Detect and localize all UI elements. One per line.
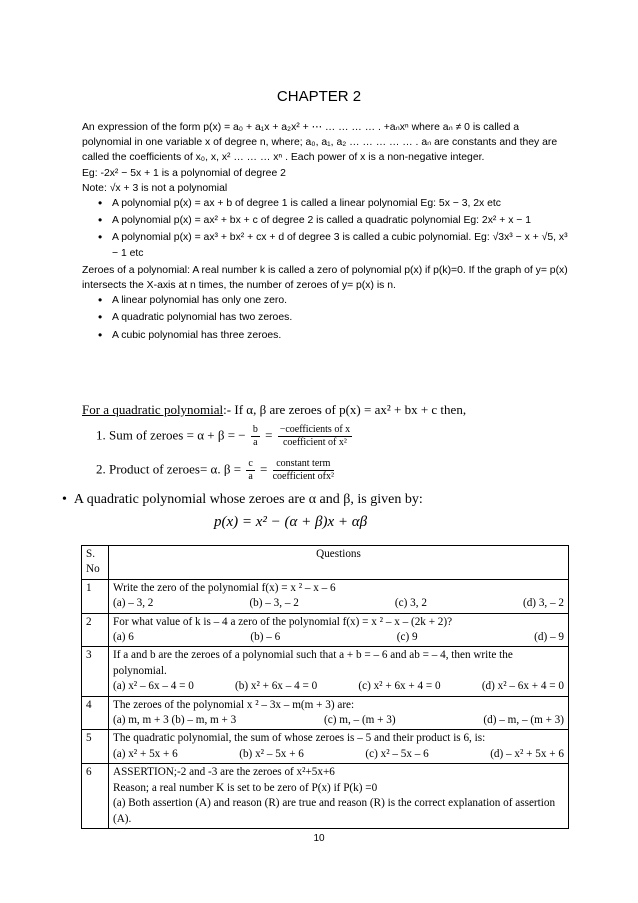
page-number: 10	[313, 833, 325, 844]
table-row	[82, 613, 569, 647]
option-c: (c) 9	[396, 631, 418, 644]
quadratic-heading-rest: :- If α, β are zeroes of p(x) = ax² + bx + c then,	[223, 402, 467, 417]
polynomial-definition: An expression of the form p(x) = a₀ + a₁x + a₂x² + ⋯ … … … … . +aₙxⁿ where aₙ ≠ 0 is called a polynomial in one variable x of degree n, where; a₀, a₁, a₂ … … … … … . aₙ are constants and they are called the coefficients of x₀, x, x² … … … xⁿ . Each power of x is a non-negative integer.	[82, 122, 558, 164]
product-fraction	[246, 458, 254, 483]
sum-coefficient-fraction	[278, 424, 352, 449]
option-c: (c) m, – (m + 3)	[324, 714, 396, 727]
reason-text: Reason; a real number K is set to be zero of P(x) if P(k) =0	[113, 781, 378, 794]
note-line: Note: √x + 3 is not a polynomial	[82, 182, 228, 194]
question-cell	[109, 579, 569, 613]
table-row	[82, 696, 569, 730]
fraction-numerator: c	[248, 458, 253, 469]
fraction-numerator: −coefficients of x	[279, 424, 351, 435]
fraction-numerator: constant term	[273, 458, 334, 471]
quadratic-heading-underlined: For a quadratic polynomial	[82, 402, 224, 417]
list-item: • A cubic polynomial has three zeroes.	[112, 328, 568, 343]
options	[113, 747, 564, 762]
quadratic-form-bullet	[62, 492, 423, 508]
option-d: (d) 3, – 2	[522, 597, 564, 610]
option-a: (a) 6	[113, 631, 134, 644]
polynomial-types-list	[82, 196, 568, 261]
option-c: (c) 3, 2	[394, 597, 427, 610]
product-coefficient-fraction	[273, 458, 334, 483]
chapter-title: CHAPTER 2	[276, 88, 362, 105]
option-c: (c) x² + 6x + 4 = 0	[358, 680, 441, 693]
option-ab: (a) m, m + 3 (b) – m, m + 3	[113, 714, 237, 727]
option-a: (a) x² – 6x – 4 = 0	[113, 680, 194, 693]
question-text: Write the zero of the polynomial f(x) = x ² – x – 6	[113, 581, 336, 594]
quadratic-heading	[82, 402, 568, 418]
option-a: (a) x² + 5x + 6	[113, 747, 178, 760]
question-cell	[109, 647, 569, 696]
table-row	[82, 764, 569, 829]
assertion-text: ASSERTION;-2 and -3 are the zeroes of x²+5x+6	[113, 766, 335, 779]
option-a: (a) Both assertion (A) and reason (R) are true and reason (R) is the correct explanation of assertion (A).	[113, 797, 556, 825]
row-number: 5	[82, 730, 109, 764]
quadratic-form-equation: p(x) = x² − (α + β)x + αβ	[214, 514, 368, 530]
options	[113, 713, 564, 728]
row-number: 6	[82, 764, 109, 829]
equals-sign: =	[260, 461, 268, 477]
fraction-denominator: coefficient of x²	[282, 437, 347, 448]
row-number: 2	[82, 613, 109, 647]
option-b: (b) x² – 5x + 6	[239, 747, 304, 760]
header-sno: S. No	[82, 546, 109, 580]
list-item: • A quadratic polynomial has two zeroes.	[112, 310, 568, 325]
fraction-denominator: coefficient ofx²	[272, 471, 335, 482]
bullet-icon: •	[62, 492, 67, 507]
question-text: If a and b are the zeroes of a polynomial such that a + b = – 6 and ab = – 4, then write the polynomial.	[113, 649, 513, 677]
row-number: 1	[82, 579, 109, 613]
sum-fraction	[251, 424, 260, 449]
question-text: The quadratic polynomial, the sum of whose zeroes is – 5 and their product is 6, is:	[113, 732, 486, 745]
option-d: (d) – x² + 5x + 6	[490, 747, 564, 760]
question-text: For what value of k is – 4 a zero of the polynomial f(x) = x ² – x – (2k + 2)?	[113, 615, 453, 628]
question-cell	[109, 696, 569, 730]
option-d: (d) – 9	[534, 631, 564, 644]
list-item: • A linear polynomial has only one zero.	[112, 293, 568, 308]
option-d: (d) – m, – (m + 3)	[483, 714, 564, 727]
option-b: (b) – 6	[250, 631, 281, 644]
options	[113, 596, 564, 611]
table-header-row	[82, 546, 569, 580]
question-text: The zeroes of the polynomial x ² – 3x – m(m + 3) are:	[113, 698, 355, 711]
option-b: (b) x² + 6x – 4 = 0	[235, 680, 318, 693]
header-questions: Questions	[109, 546, 569, 580]
option-c: (c) x² – 5x – 6	[365, 747, 429, 760]
table-row	[82, 579, 569, 613]
list-item: • A polynomial p(x) = ax + b of degree 1 is called a linear polynomial Eg: 5x − 3, 2x etc	[112, 196, 568, 211]
option-b: (b) – 3, – 2	[249, 597, 299, 610]
table-row	[82, 647, 569, 696]
equals-sign: =	[265, 427, 273, 443]
question-cell	[109, 764, 569, 829]
fraction-denominator: a	[248, 471, 253, 482]
option-a: (a) – 3, 2	[113, 597, 154, 610]
options	[113, 630, 564, 645]
fraction-denominator: a	[253, 437, 258, 448]
table-row	[82, 730, 569, 764]
list-item: • A polynomial p(x) = ax³ + bx² + cx + d of degree 3 is called a cubic polynomial. Eg: √3x³ − x + √5, x³ − 1 etc	[112, 230, 568, 260]
row-number: 4	[82, 696, 109, 730]
option-d: (d) x² – 6x + 4 = 0	[481, 680, 564, 693]
sum-of-zeroes-formula	[96, 424, 354, 449]
example-line: Eg: -2x² − 5x + 1 is a polynomial of degree 2	[82, 167, 286, 179]
zeroes-definition: Zeroes of a polynomial: A real number k is called a zero of polynomial p(x) if p(k)=0. If the graph of y= p(x) intersects the X-axis at n times, the number of zeroes of y= p(x) is n.	[82, 264, 568, 292]
question-cell	[109, 730, 569, 764]
fraction-numerator: b	[252, 424, 258, 435]
bullet-text: A quadratic polynomial whose zeroes are α and β, is given by:	[73, 492, 423, 507]
intro-section	[82, 120, 568, 345]
row-number: 3	[82, 647, 109, 696]
product-of-zeroes-formula	[96, 458, 336, 483]
question-cell	[109, 613, 569, 647]
questions-table	[81, 545, 569, 829]
sum-label: 1. Sum of zeroes = α + β = −	[96, 427, 246, 443]
zeroes-count-list	[82, 293, 568, 343]
options	[113, 679, 564, 694]
list-item: • A polynomial p(x) = ax² + bx + c of degree 2 is called a quadratic polynomial Eg: 2x² + x − 1	[112, 213, 568, 228]
product-label: 2. Product of zeroes= α. β =	[96, 461, 242, 477]
